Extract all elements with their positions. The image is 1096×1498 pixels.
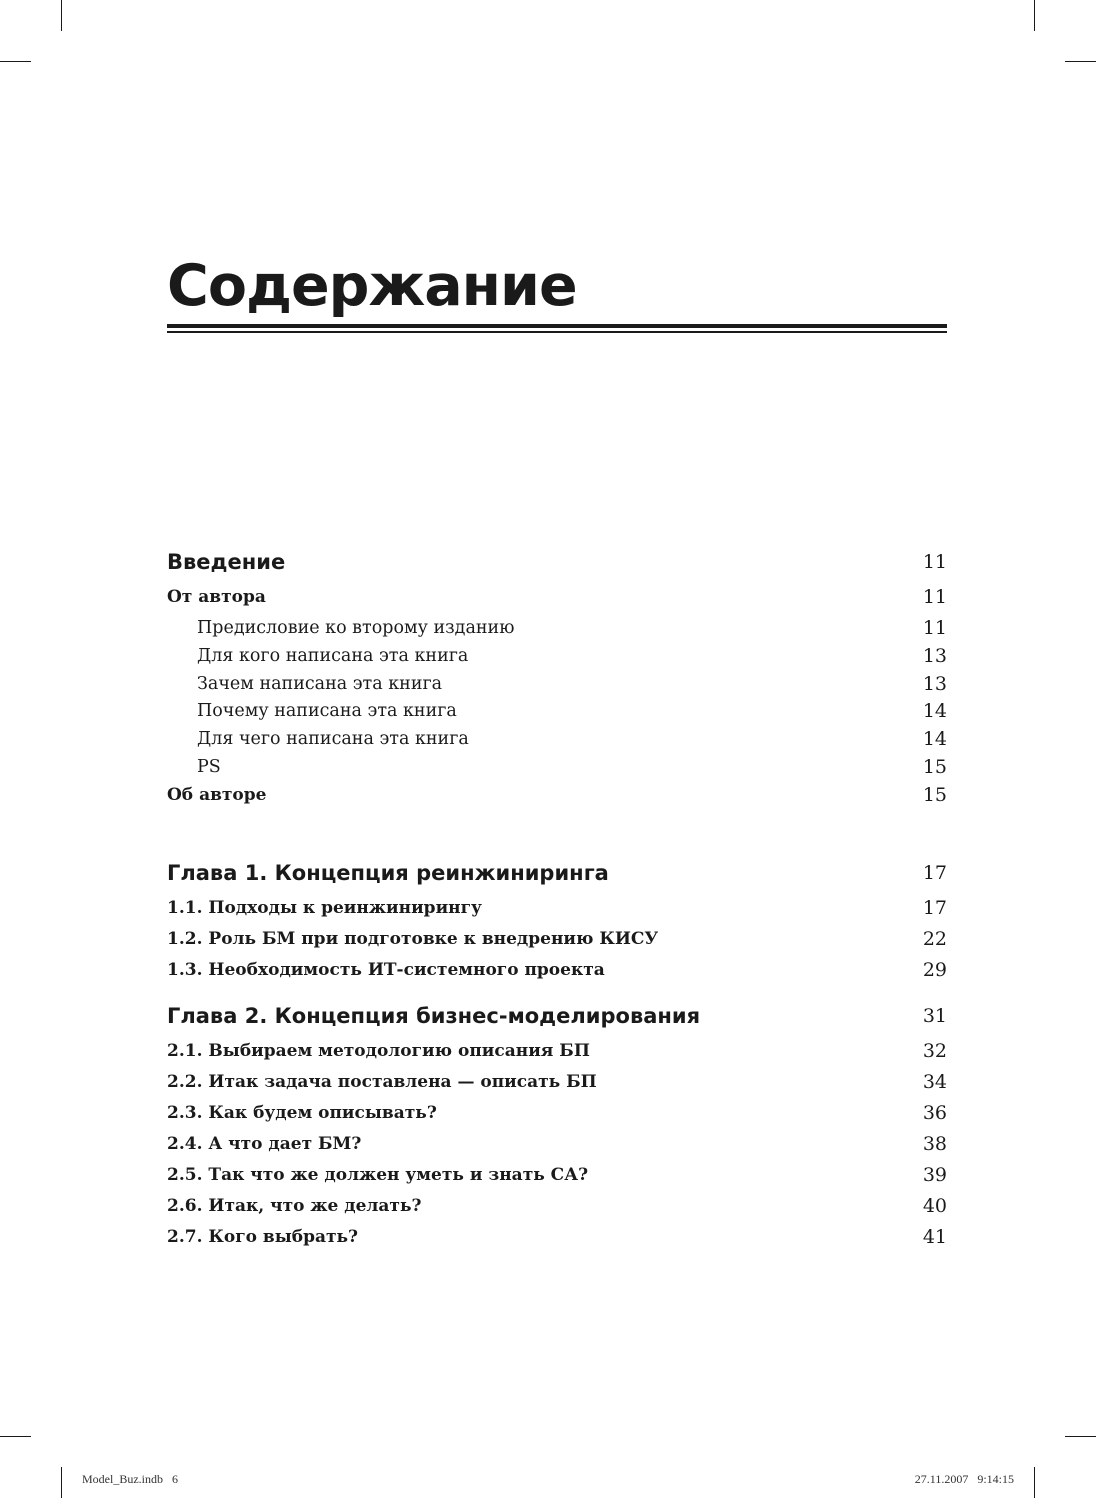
toc-subsection-purpose[interactable] xyxy=(167,724,947,754)
toc-label: От автора xyxy=(167,587,266,607)
crop-mark-bottom-left-h xyxy=(0,1436,31,1437)
crop-mark-bottom-right-h xyxy=(1065,1436,1096,1437)
toc-page-number: 29 xyxy=(922,959,947,981)
toc-page-number: 41 xyxy=(922,1226,947,1248)
toc-label: Для чего написана эта книга xyxy=(197,729,469,749)
toc-label: 2.2. Итак задача поставлена — описать БП xyxy=(167,1072,597,1092)
crop-mark-bottom-left xyxy=(61,1467,62,1498)
toc-section-about-author[interactable] xyxy=(167,780,947,810)
toc-section-1-2[interactable] xyxy=(167,924,947,954)
toc-section-2-4[interactable] xyxy=(167,1129,947,1159)
toc-label: Почему написана эта книга xyxy=(197,701,457,721)
toc-section-2-1[interactable] xyxy=(167,1036,947,1066)
toc-section-2-5[interactable] xyxy=(167,1160,947,1190)
page-title: Содержание xyxy=(167,253,577,319)
toc-page-number: 34 xyxy=(922,1071,947,1093)
toc-section-2-2[interactable] xyxy=(167,1067,947,1097)
crop-mark-top-right-h xyxy=(1065,61,1096,62)
toc-label: Предисловие ко второму изданию xyxy=(197,618,515,638)
toc-page-number: 22 xyxy=(922,928,947,950)
toc-section-2-3[interactable] xyxy=(167,1098,947,1128)
footer-timestamp: 27.11.2007 9:14:15 xyxy=(914,1472,1014,1486)
toc-page-number: 36 xyxy=(922,1102,947,1124)
toc-label: 1.3. Необходимость ИТ-системного проекта xyxy=(167,960,605,980)
toc-page-number: 14 xyxy=(922,728,947,750)
toc-subsection-ps[interactable] xyxy=(167,752,947,782)
toc-section-1-1[interactable] xyxy=(167,893,947,923)
toc-label: Глава 1. Концепция реинжиниринга xyxy=(167,861,609,885)
toc-section-from-author[interactable] xyxy=(167,582,947,612)
toc-label: PS xyxy=(197,757,221,777)
toc-chapter-1[interactable] xyxy=(167,858,947,888)
toc-chapter-2[interactable] xyxy=(167,1001,947,1031)
toc-page-number: 17 xyxy=(922,862,947,884)
toc-label: 1.1. Подходы к реинжинирингу xyxy=(167,898,482,918)
toc-label: Глава 2. Концепция бизнес-моделирования xyxy=(167,1004,701,1028)
toc-label: Для кого написана эта книга xyxy=(197,646,469,666)
toc-page-number: 31 xyxy=(922,1005,947,1027)
toc-page-number: 11 xyxy=(922,586,947,608)
toc-page-number: 39 xyxy=(922,1164,947,1186)
toc-page-number: 11 xyxy=(922,551,947,573)
toc-label: 2.3. Как будем описывать? xyxy=(167,1103,437,1123)
crop-mark-top-right xyxy=(1034,0,1035,31)
toc-label: 2.4. А что дает БМ? xyxy=(167,1134,362,1154)
toc-page-number: 32 xyxy=(922,1040,947,1062)
toc-part-introduction[interactable] xyxy=(167,547,947,577)
crop-mark-top-left xyxy=(61,0,62,31)
toc-page-number: 13 xyxy=(922,645,947,667)
title-rule-thick xyxy=(167,324,947,328)
toc-subsection-why-written[interactable] xyxy=(167,669,947,699)
toc-section-1-3[interactable] xyxy=(167,955,947,985)
toc-subsection-for-whom[interactable] xyxy=(167,641,947,671)
toc-page-number: 15 xyxy=(922,756,947,778)
toc-label: 2.1. Выбираем методологию описания БП xyxy=(167,1041,590,1061)
toc-label: Зачем написана эта книга xyxy=(197,674,443,694)
toc-page-number: 40 xyxy=(922,1195,947,1217)
toc-page-number: 14 xyxy=(922,700,947,722)
toc-section-2-7[interactable] xyxy=(167,1222,947,1252)
toc-label: 1.2. Роль БМ при подготовке к внедрению КИСУ xyxy=(167,929,659,949)
toc-page-number: 38 xyxy=(922,1133,947,1155)
footer-file-slug: Model_Buz.indb 6 xyxy=(82,1472,178,1486)
toc-subsection-reason[interactable] xyxy=(167,696,947,726)
toc-subsection-preface[interactable] xyxy=(167,613,947,643)
toc-page-number: 11 xyxy=(922,617,947,639)
toc-label: 2.5. Так что же должен уметь и знать СА? xyxy=(167,1165,589,1185)
toc-label: Введение xyxy=(167,550,286,574)
crop-mark-bottom-right xyxy=(1034,1467,1035,1498)
title-rule-thin xyxy=(167,331,947,333)
toc-label: 2.6. Итак, что же делать? xyxy=(167,1196,422,1216)
toc-page-number: 13 xyxy=(922,673,947,695)
toc-page-number: 15 xyxy=(922,784,947,806)
toc-label: 2.7. Кого выбрать? xyxy=(167,1227,359,1247)
crop-mark-top-left-h xyxy=(0,61,31,62)
toc-section-2-6[interactable] xyxy=(167,1191,947,1221)
toc-page-number: 17 xyxy=(922,897,947,919)
toc-label: Об авторе xyxy=(167,785,267,805)
